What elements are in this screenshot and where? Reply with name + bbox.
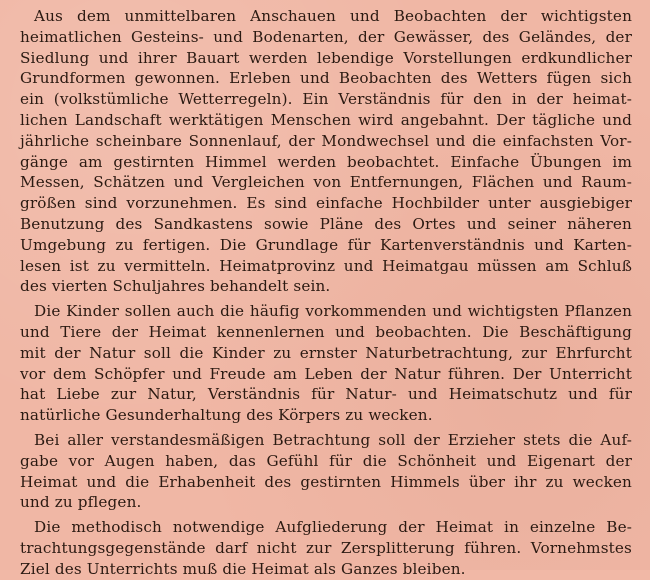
text-line: Die methodisch notwendige Aufgliederung der Heimat in einzelne Be- — [34, 518, 632, 537]
text-line: Grundformen gewonnen. Erleben und Beobachten des Wetters fügen sich — [20, 69, 632, 88]
text-line: Ziel des Unterrichts muß die Heimat als Ganzes bleiben. — [20, 559, 466, 578]
text-line: Aus dem unmittelbaren Anschauen und Beobachten der wichtigsten — [34, 7, 632, 25]
text-line: Umgebung zu fertigen. Die Grundlage für Kartenverständnis und Karten- — [20, 235, 632, 254]
text-line: und Tiere der Heimat kennenlernen und beobachten. Die Beschäftigung — [20, 322, 632, 341]
text-line: mit der Natur soll die Kinder zu ernster Naturbetrachtung, zur Ehrfurcht — [20, 343, 632, 362]
text-line: größen sind vorzunehmen. Es sind einfache Hochbilder unter ausgiebiger — [20, 194, 632, 213]
text-line: vor dem Schöpfer und Freude am Leben der Natur führen. Der Unterricht — [20, 364, 632, 383]
text-line: gänge am gestirnten Himmel werden beobachtet. Einfache Übungen im — [20, 152, 632, 171]
text-line: gabe vor Augen haben, das Gefühl für die Schönheit und Eigenart der — [20, 451, 632, 470]
text-line: Bei aller verstandesmäßigen Betrachtung soll der Erzieher stets die Auf- — [34, 430, 632, 449]
text-line: trachtungsgegenstände darf nicht zur Zersplitterung führen. Vornehmstes — [20, 538, 632, 557]
text-line: lesen ist zu vermitteln. Heimatprovinz und Heimatgau müssen am Schluß — [20, 256, 632, 275]
paragraph-3 — [20, 430, 632, 513]
text-line: natürliche Gesunderhaltung des Körpers zu wecken. — [20, 406, 433, 425]
text-line: hat Liebe zur Natur, Verständnis für Natur- und Heimatschutz und für — [20, 385, 632, 404]
text-line: Die Kinder sollen auch die häufig vorkommenden und wichtigsten Pflanzen — [34, 302, 632, 321]
paragraph-4 — [20, 517, 632, 579]
paragraph-2 — [20, 301, 632, 426]
text-line: jährliche scheinbare Sonnenlauf, der Mondwechsel und die einfachsten Vor- — [20, 131, 632, 150]
text-line: Heimat und die Erhabenheit des gestirnten Himmels über ihr zu wecken — [20, 472, 632, 491]
text-line: und zu pflegen. — [20, 493, 142, 512]
paragraph-1 — [20, 6, 632, 297]
text-line: Messen, Schätzen und Vergleichen von Entfernungen, Flächen und Raum- — [20, 173, 632, 192]
text-line: Benutzung des Sandkastens sowie Pläne des Ortes und seiner näheren — [20, 214, 632, 233]
text-line: lichen Landschaft werktätigen Menschen wird angebahnt. Der tägliche und — [20, 110, 632, 129]
text-line: heimatlichen Gesteins- und Bodenarten, der Gewässer, des Geländes, der — [20, 27, 632, 46]
text-line: ein (volkstümliche Wetterregeln). Ein Verständnis für den in der heimat- — [20, 90, 632, 109]
text-line: des vierten Schuljahres behandelt sein. — [20, 277, 331, 296]
text-line: Siedlung und ihrer Bauart werden lebendige Vorstellungen erdkundlicher — [20, 48, 632, 67]
